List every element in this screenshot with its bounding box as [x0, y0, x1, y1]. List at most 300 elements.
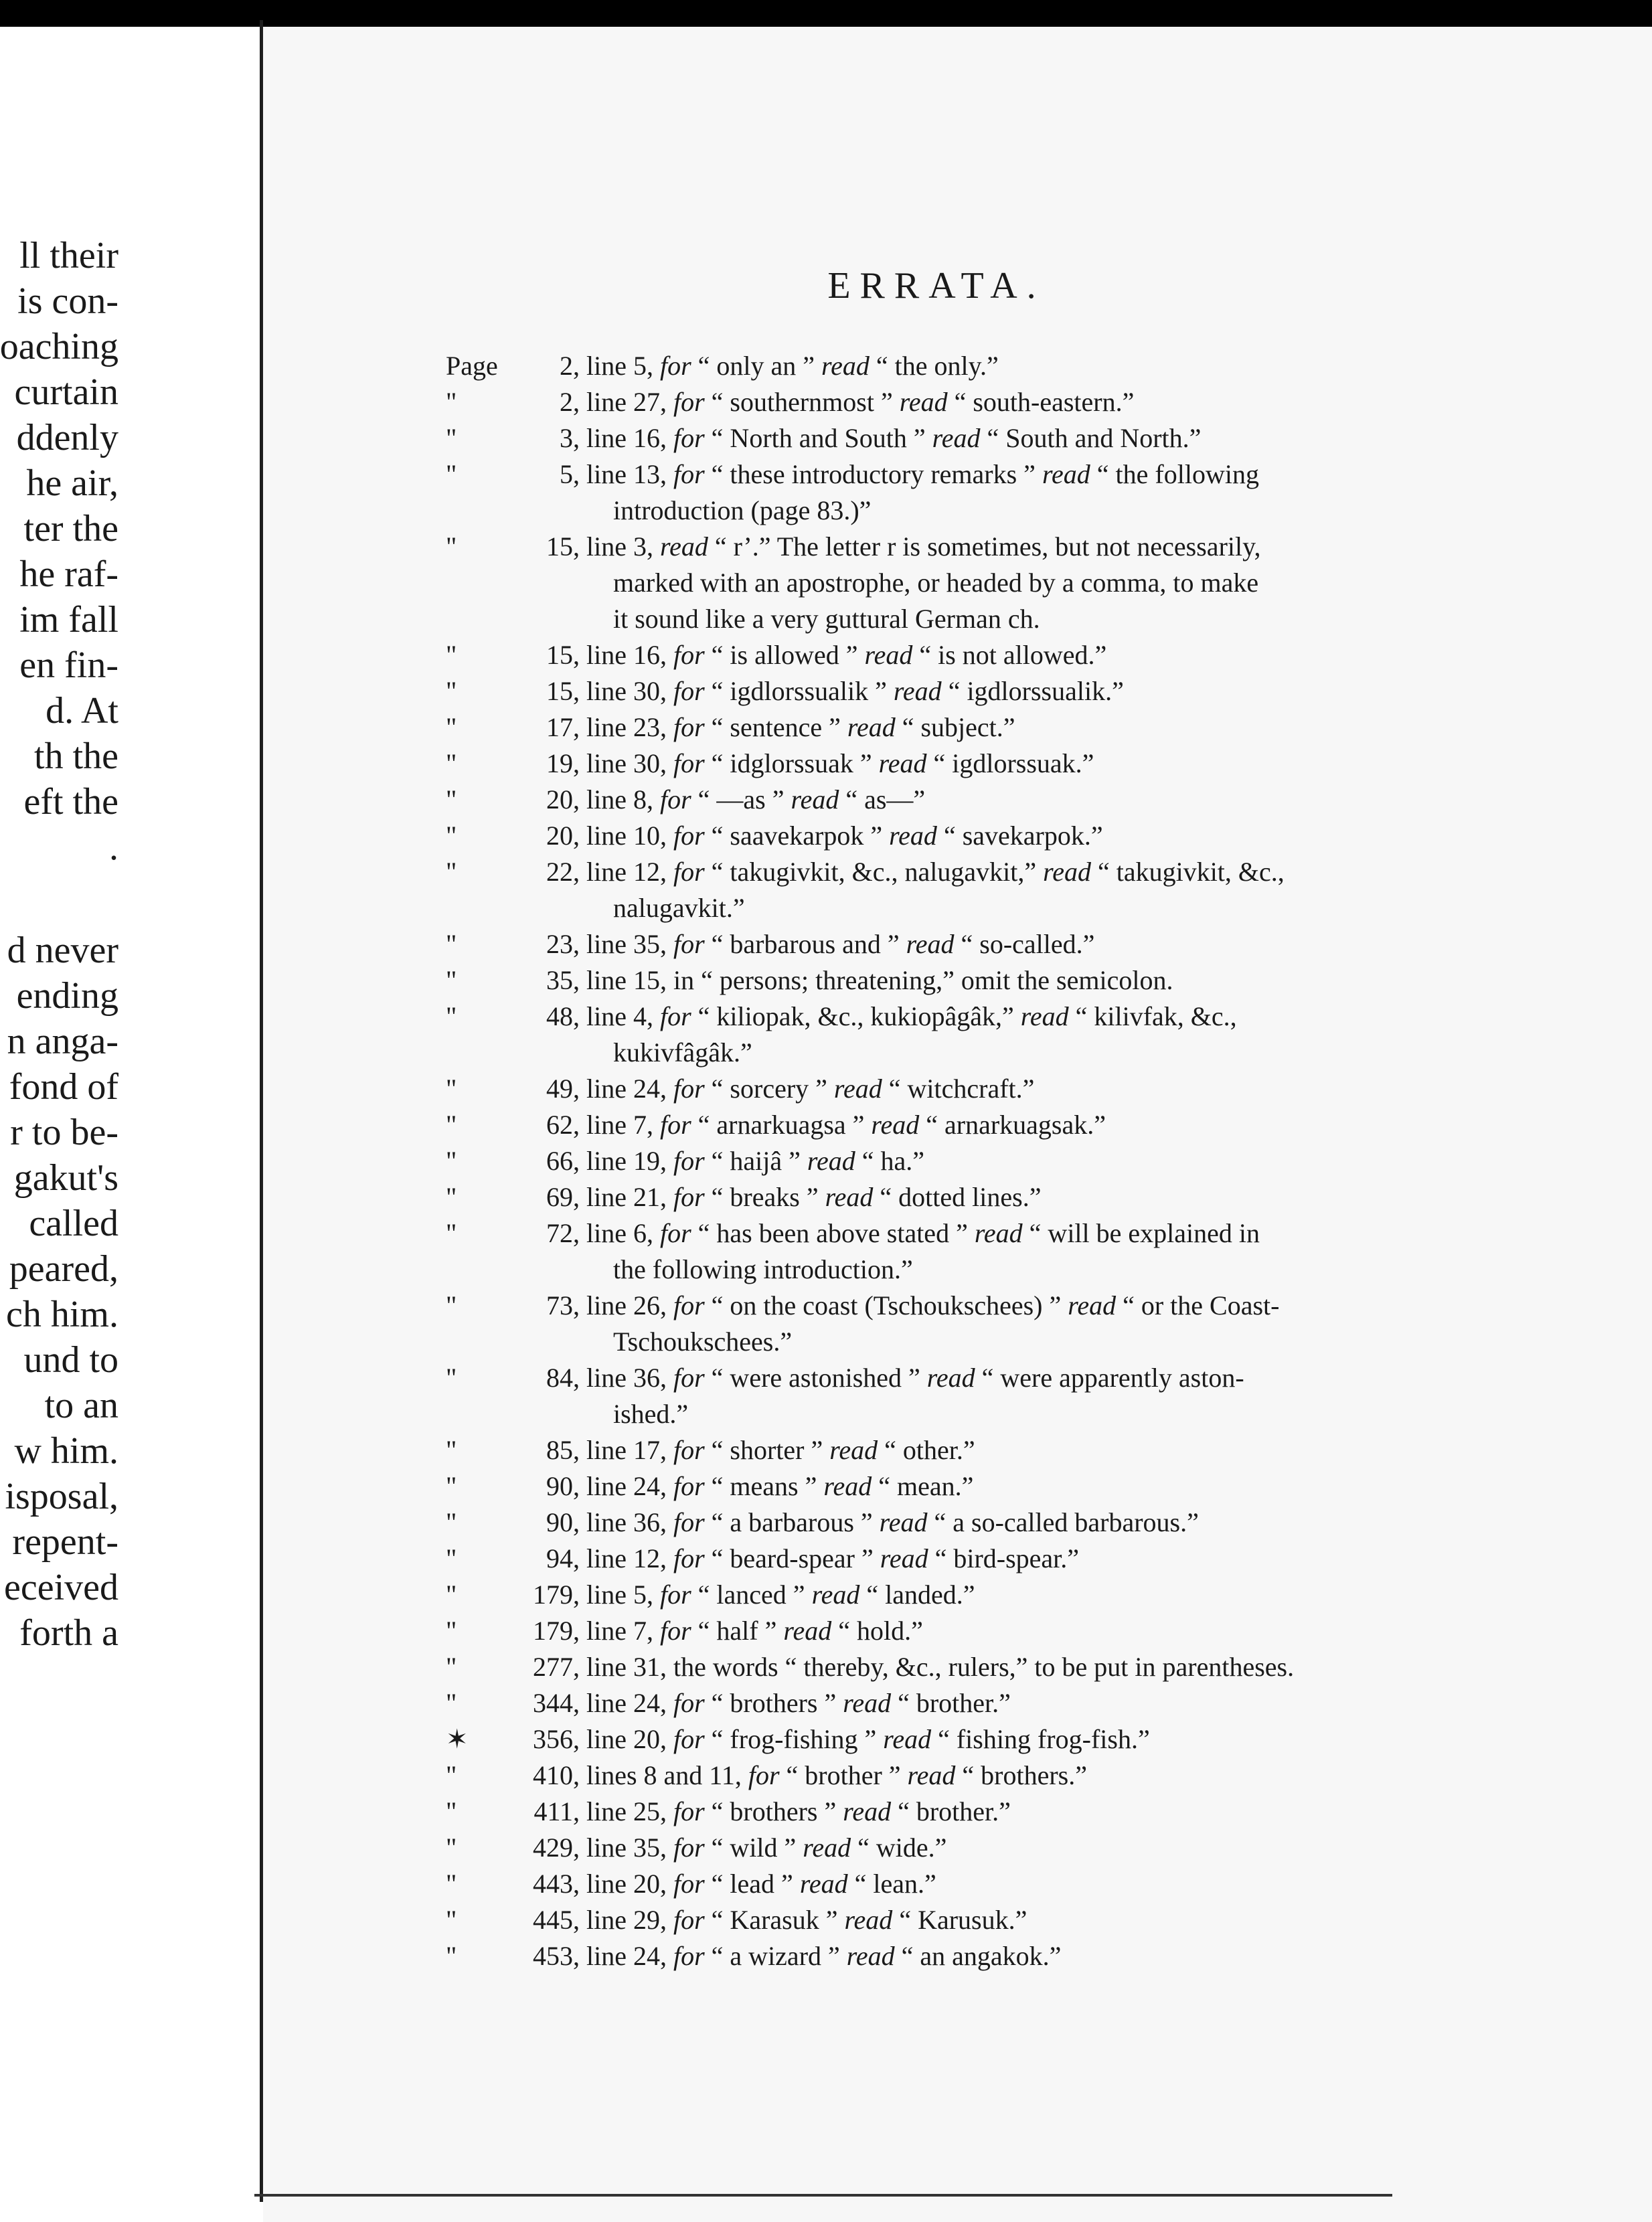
entry-read-label: read [843, 1688, 892, 1718]
entry-correct-text: “ dotted lines.” [880, 1182, 1042, 1212]
left-page-line: called [29, 1203, 118, 1244]
entry-line-ref: line 7, [586, 1110, 653, 1140]
entry-for-label: for [673, 1507, 705, 1537]
entry-lead: " [446, 640, 457, 670]
left-page-line: d. At [46, 690, 118, 732]
entry-line-ref: line 20, [586, 1724, 667, 1754]
errata-entry [446, 529, 1423, 637]
left-page-line: oaching [0, 326, 118, 367]
entry-read-label: read [906, 929, 955, 959]
entry-for-label: for [673, 387, 705, 417]
entry-lead: " [446, 1543, 457, 1573]
entry-page-number: 48, [546, 1001, 580, 1031]
entry-body [586, 1866, 936, 1902]
entry-read-label: read [833, 1074, 882, 1104]
entry-read-label: read [932, 423, 981, 453]
entry-page-number: 49, [546, 1074, 580, 1104]
errata-entry [446, 1577, 1423, 1613]
entry-correct-text: “ bird-spear.” [934, 1543, 1080, 1573]
entry-read-label: read [846, 1941, 895, 1971]
entry-body [586, 962, 1173, 999]
entry-lead: " [446, 712, 457, 742]
errata-entry [446, 348, 1423, 384]
entry-read-label: read [659, 531, 708, 562]
entry-read-label: read [783, 1616, 832, 1646]
entry-body [586, 1830, 946, 1866]
entry-read-label: read [823, 1471, 872, 1501]
entry-lead: " [446, 1001, 457, 1031]
left-page-line: eceived [4, 1567, 118, 1608]
entry-wrong-text: “ were astonished ” [711, 1363, 920, 1393]
entry-lead: " [446, 929, 457, 959]
entry-read-label: read [871, 1110, 920, 1140]
entry-body [586, 746, 1094, 782]
entry-read-label: read [889, 821, 937, 851]
entry-for-label: for [673, 1290, 705, 1320]
entry-line-ref: line 35, [586, 1832, 667, 1863]
left-page-line: eft the [23, 781, 118, 823]
entry-wrong-text: the words “ thereby, &c., rulers,” to be put in parentheses. [673, 1652, 1295, 1682]
entry-for-label: for [673, 1471, 705, 1501]
entry-line-ref: line 16, [586, 640, 667, 670]
entry-page-number: 20, [546, 784, 580, 815]
entry-lead: " [446, 1110, 457, 1140]
errata-entry [446, 456, 1423, 529]
entry-wrong-text: “ lead ” [711, 1869, 793, 1899]
entry-page-number: 90, [546, 1471, 580, 1501]
errata-entry [446, 1758, 1423, 1794]
entry-line-ref: line 15, [586, 965, 667, 995]
entry-wrong-text: “ a wizard ” [711, 1941, 840, 1971]
entry-for-label: for [673, 857, 705, 887]
entry-read-label: read [893, 676, 942, 706]
entry-page-number: 94, [546, 1543, 580, 1573]
errata-entry [446, 1794, 1423, 1830]
errata-entry [446, 384, 1423, 420]
entry-read-label: read [1042, 459, 1090, 489]
entry-for-label: for [659, 351, 691, 381]
left-page-line: fond of [9, 1066, 118, 1108]
entry-for-label: for [673, 1941, 705, 1971]
entry-correct-text: “ is not allowed.” [919, 640, 1107, 670]
errata-entry [446, 854, 1423, 926]
entry-correct-text: “ the following [1096, 459, 1259, 489]
left-page-line: w him. [14, 1430, 118, 1472]
entry-lead: " [446, 1218, 457, 1248]
entry-for-label: for [659, 784, 691, 815]
entry-correct-text: “ wide.” [857, 1832, 947, 1863]
entry-body [586, 348, 999, 384]
entry-wrong-text: “ only an ” [697, 351, 815, 381]
entry-lead: " [446, 1905, 457, 1935]
entry-for-label: for [673, 1905, 705, 1935]
entry-read-label: read [1020, 1001, 1069, 1031]
entry-page-number: 411, [533, 1796, 580, 1826]
entry-for-label: for [673, 1146, 705, 1176]
entry-wrong-text: “ lanced ” [697, 1579, 805, 1610]
entry-wrong-text: “ kiliopak, &c., kukiopâgâk,” [697, 1001, 1014, 1031]
entry-page-number: 73, [546, 1290, 580, 1320]
entry-page-number: 2, [560, 387, 580, 417]
entry-line-ref: line 10, [586, 821, 667, 851]
entry-for-label: for [659, 1616, 691, 1646]
entry-correct-text: “ takugivkit, &c., [1097, 857, 1285, 887]
errata-entry [446, 926, 1423, 962]
entry-body [586, 1794, 1011, 1830]
entry-line-ref: line 27, [586, 387, 667, 417]
entry-correct-text: “ or the Coast- [1123, 1290, 1280, 1320]
entry-body [586, 818, 1103, 854]
entry-wrong-text: “ Karasuk ” [711, 1905, 838, 1935]
entry-lead: " [446, 1182, 457, 1212]
errata-entry [446, 420, 1423, 456]
entry-wrong-text: “ has been above stated ” [697, 1218, 968, 1248]
entry-read-label: read [880, 1543, 928, 1573]
entry-page-number: 90, [546, 1507, 580, 1537]
entry-read-label: read [825, 1182, 874, 1212]
entry-lead: " [446, 1688, 457, 1718]
entry-correct-text: “ the only.” [876, 351, 999, 381]
entry-body [586, 1541, 1079, 1577]
entry-lead: " [446, 1941, 457, 1971]
entry-body [586, 1649, 1294, 1685]
entry-for-label: for [673, 712, 705, 742]
entry-for-label: for [673, 423, 705, 453]
entry-body [586, 1468, 973, 1505]
entry-line-ref: line 3, [586, 531, 653, 562]
entry-for-label: for [673, 748, 705, 778]
entry-correct-text: “ so-called.” [961, 929, 1095, 959]
entry-correct-text: “ hold.” [838, 1616, 923, 1646]
left-page-line: is con- [17, 280, 118, 322]
entry-wrong-text: “ southernmost ” [711, 387, 893, 417]
entry-read-label: read [926, 1363, 975, 1393]
entry-line-ref: line 16, [586, 423, 667, 453]
errata-entry [446, 1179, 1423, 1215]
entry-body [586, 1360, 1244, 1432]
entry-read-label: read [811, 1579, 860, 1610]
left-page-line: peared, [9, 1248, 118, 1290]
entry-page-number: 19, [546, 748, 580, 778]
entry-correct-text: “ Karusuk.” [899, 1905, 1027, 1935]
entry-wrong-text: “ arnarkuagsa ” [697, 1110, 865, 1140]
errata-entry [446, 1685, 1423, 1721]
entry-read-label: read [864, 640, 913, 670]
entry-correct-text: “ igdlorssualik.” [948, 676, 1124, 706]
entry-page-number: 410, [533, 1760, 580, 1790]
entry-body [586, 782, 925, 818]
entry-lead: " [446, 1796, 457, 1826]
entry-page-number: 429, [533, 1832, 580, 1863]
entry-continuation: nalugavkit.” [613, 893, 745, 923]
entry-for-label: for [659, 1110, 691, 1140]
entry-for-label: for [673, 1832, 705, 1863]
entry-lead: " [446, 784, 457, 815]
entry-body [586, 1179, 1041, 1215]
entry-for-label: for [673, 929, 705, 959]
entry-lead: " [446, 1146, 457, 1176]
entry-wrong-text: “ these introductory remarks ” [711, 459, 1036, 489]
entry-correct-text: “ brother.” [898, 1688, 1011, 1718]
errata-entry [446, 1107, 1423, 1143]
entry-page-number: 3, [560, 423, 580, 453]
entry-body [586, 1685, 1011, 1721]
entry-wrong-text: “ brother ” [786, 1760, 901, 1790]
entry-lead: " [446, 965, 457, 995]
errata-entry [446, 1288, 1423, 1360]
entry-page-number: 344, [533, 1688, 580, 1718]
entry-page-number: 84, [546, 1363, 580, 1393]
errata-entry [446, 1938, 1423, 1974]
entry-line-ref: line 24, [586, 1941, 667, 1971]
entry-wrong-text: “ breaks ” [711, 1182, 819, 1212]
entry-body [586, 709, 1015, 746]
errata-entry [446, 1721, 1423, 1758]
entry-lead: " [446, 1435, 457, 1465]
left-page-line: ch him. [6, 1294, 118, 1335]
entry-correct-text: “ landed.” [866, 1579, 975, 1610]
left-page-line: und to [23, 1339, 118, 1381]
entry-correct-text: “ south-eastern.” [954, 387, 1135, 417]
entry-line-ref: line 29, [586, 1905, 667, 1935]
errata-entry [446, 637, 1423, 673]
entry-body [586, 456, 1259, 529]
left-page-line: forth a [19, 1612, 118, 1654]
entry-page-number: 72, [546, 1218, 580, 1248]
errata-list [446, 348, 1423, 1974]
errata-entry [446, 1613, 1423, 1649]
entry-line-ref: line 4, [586, 1001, 653, 1031]
entry-read-label: read [807, 1146, 855, 1176]
entry-body [586, 926, 1094, 962]
entry-for-label: for [659, 1001, 691, 1031]
entry-page-number: 179, [533, 1616, 580, 1646]
entry-for-label: for [673, 1724, 705, 1754]
entry-body [586, 1107, 1106, 1143]
errata-entry [446, 1902, 1423, 1938]
entry-correct-text: “ r’.” The letter r is sometimes, but not necessarily, [714, 531, 1261, 562]
entry-for-label: for [659, 1579, 691, 1610]
entry-lead: " [446, 1290, 457, 1320]
entry-lead: " [446, 1507, 457, 1537]
entry-for-label: for [673, 459, 705, 489]
left-page-line: he air, [26, 462, 118, 504]
entry-page-number: 356, [533, 1724, 580, 1754]
left-page-line: th the [34, 736, 118, 777]
entry-lead: " [446, 1652, 457, 1682]
entry-page-number: 22, [546, 857, 580, 887]
entry-line-ref: line 12, [586, 1543, 667, 1573]
entry-page-number: 443, [533, 1869, 580, 1899]
entry-lead: ✶ [446, 1724, 469, 1754]
entry-continuation: it sound like a very guttural German ch. [613, 604, 1040, 634]
entry-body [586, 420, 1201, 456]
entry-for-label: for [673, 1182, 705, 1212]
entry-for-label: for [673, 821, 705, 851]
entry-wrong-text: “ takugivkit, &c., nalugavkit,” [711, 857, 1037, 887]
entry-read-label: read [907, 1760, 956, 1790]
entry-page-number: 35, [546, 965, 580, 995]
entry-line-ref: line 5, [586, 351, 653, 381]
entry-correct-text: “ subject.” [902, 712, 1015, 742]
errata-entry [446, 1071, 1423, 1107]
entry-read-label: read [883, 1724, 932, 1754]
left-page-line: . [109, 827, 118, 868]
errata-entry [446, 1866, 1423, 1902]
left-page-line: curtain [14, 371, 118, 413]
entry-correct-text: “ a so-called barbarous.” [934, 1507, 1199, 1537]
entry-correct-text: “ arnarkuagsak.” [926, 1110, 1106, 1140]
entry-line-ref: line 17, [586, 1435, 667, 1465]
errata-entry [446, 1143, 1423, 1179]
entry-for-label: for [673, 1435, 705, 1465]
left-page-fragment [0, 0, 124, 2222]
entry-correct-text: “ lean.” [854, 1869, 936, 1899]
entry-line-ref: line 24, [586, 1688, 667, 1718]
entry-lead: " [446, 748, 457, 778]
entry-for-label: for [673, 1074, 705, 1104]
left-page-line: r to be- [10, 1112, 118, 1153]
entry-for-label: for [673, 1796, 705, 1826]
entry-lead: " [446, 1616, 457, 1646]
entry-read-label: read [843, 1796, 892, 1826]
entry-lead: " [446, 676, 457, 706]
entry-line-ref: line 20, [586, 1869, 667, 1899]
entry-page-number: 453, [533, 1941, 580, 1971]
entry-body [586, 1071, 1034, 1107]
left-page-line: gakut's [13, 1157, 118, 1199]
entry-page-number: 179, [533, 1579, 580, 1610]
entry-body [586, 673, 1124, 709]
entry-page-number: 15, [546, 531, 580, 562]
entry-read-label: read [799, 1869, 848, 1899]
left-page-line: ddenly [16, 417, 118, 458]
entry-lead: " [446, 1760, 457, 1790]
errata-entry [446, 709, 1423, 746]
left-page-line: ll their [19, 235, 118, 276]
entry-correct-text: “ other.” [884, 1435, 975, 1465]
entry-correct-text: “ brother.” [898, 1796, 1011, 1826]
entry-line-ref: line 36, [586, 1507, 667, 1537]
entry-wrong-text: “ wild ” [711, 1832, 797, 1863]
entry-body [586, 1288, 1279, 1360]
entry-line-ref: line 30, [586, 676, 667, 706]
errata-entry [446, 1649, 1423, 1685]
entry-read-label: read [791, 784, 839, 815]
entry-line-ref: line 13, [586, 459, 667, 489]
entry-body [586, 384, 1134, 420]
entry-page-number: 23, [546, 929, 580, 959]
entry-for-label: for [673, 640, 705, 670]
entry-continuation: marked with an apostrophe, or headed by a comma, to make [613, 568, 1259, 598]
entry-lead: " [446, 1074, 457, 1104]
entry-read-label: read [1068, 1290, 1117, 1320]
entry-continuation: the following introduction.” [613, 1254, 913, 1284]
errata-entry [446, 746, 1423, 782]
entry-correct-text: “ brothers.” [962, 1760, 1087, 1790]
errata-entry [446, 1541, 1423, 1577]
entry-line-ref: line 6, [586, 1218, 653, 1248]
entry-body [586, 529, 1261, 637]
entry-for-label: for [673, 1869, 705, 1899]
entry-correct-text: “ South and North.” [987, 423, 1202, 453]
entry-correct-text: “ kilivfak, &c., [1075, 1001, 1237, 1031]
errata-entry [446, 818, 1423, 854]
errata-entry [446, 1505, 1423, 1541]
entry-read-label: read [974, 1218, 1023, 1248]
entry-page-number: 445, [533, 1905, 580, 1935]
entry-wrong-text: “ is allowed ” [711, 640, 858, 670]
errata-entry [446, 999, 1423, 1071]
left-page-line: d never [7, 930, 118, 971]
entry-page-number: 62, [546, 1110, 580, 1140]
entry-body [586, 854, 1285, 926]
errata-entry [446, 1360, 1423, 1432]
left-page-line: to an [44, 1385, 118, 1426]
page-bottom-edge [254, 2194, 1392, 2197]
entry-correct-text: “ igdlorssuak.” [933, 748, 1094, 778]
left-page-line: en fin- [19, 645, 118, 686]
entry-body [586, 1577, 975, 1613]
entry-line-ref: line 23, [586, 712, 667, 742]
entry-body [586, 1505, 1199, 1541]
entry-for-label: for [673, 676, 705, 706]
entry-body [586, 1613, 923, 1649]
errata-entry [446, 673, 1423, 709]
entry-read-label: read [899, 387, 948, 417]
errata-entry [446, 1432, 1423, 1468]
entry-body [586, 1721, 1150, 1758]
entry-lead: " [446, 1579, 457, 1610]
entry-wrong-text: “ saavekarpok ” [711, 821, 883, 851]
entry-correct-text: “ ha.” [861, 1146, 925, 1176]
left-page-line: n anga- [7, 1021, 118, 1062]
entry-correct-text: “ fishing frog-fish.” [938, 1724, 1150, 1754]
entry-page-number: 85, [546, 1435, 580, 1465]
entry-body [586, 999, 1237, 1071]
entry-continuation: introduction (page 83.)” [613, 495, 872, 525]
entry-for-label: for [659, 1218, 691, 1248]
entry-page-number: 17, [546, 712, 580, 742]
entry-lead: " [446, 1832, 457, 1863]
entry-line-ref: line 26, [586, 1290, 667, 1320]
entry-read-label: read [878, 748, 927, 778]
entry-wrong-text: “ means ” [711, 1471, 817, 1501]
entry-read-label: read [879, 1507, 928, 1537]
entry-page-number: 15, [546, 640, 580, 670]
entry-for-label: for [748, 1760, 780, 1790]
page-gutter [260, 20, 263, 2202]
entry-line-ref: line 21, [586, 1182, 667, 1212]
entry-line-ref: line 36, [586, 1363, 667, 1393]
errata-entry [446, 782, 1423, 818]
entry-body [586, 1758, 1087, 1794]
entry-line-ref: lines 8 and 11, [586, 1760, 742, 1790]
errata-entry [446, 1468, 1423, 1505]
entry-line-ref: line 25, [586, 1796, 667, 1826]
errata-entry [446, 962, 1423, 999]
entry-wrong-text: “ sentence ” [711, 712, 841, 742]
scan-top-border [0, 0, 1652, 27]
entry-correct-text: “ will be explained in [1029, 1218, 1260, 1248]
entry-read-label: read [803, 1832, 851, 1863]
entry-wrong-text: “ beard-spear ” [711, 1543, 874, 1573]
entry-continuation: ished.” [613, 1399, 689, 1429]
entry-wrong-text: in “ persons; threatening,” omit the semicolon. [673, 965, 1173, 995]
entry-wrong-text: “ on the coast (Tschoukschees) ” [711, 1290, 1062, 1320]
entry-line-ref: line 8, [586, 784, 653, 815]
entry-wrong-text: “ brothers ” [711, 1688, 837, 1718]
